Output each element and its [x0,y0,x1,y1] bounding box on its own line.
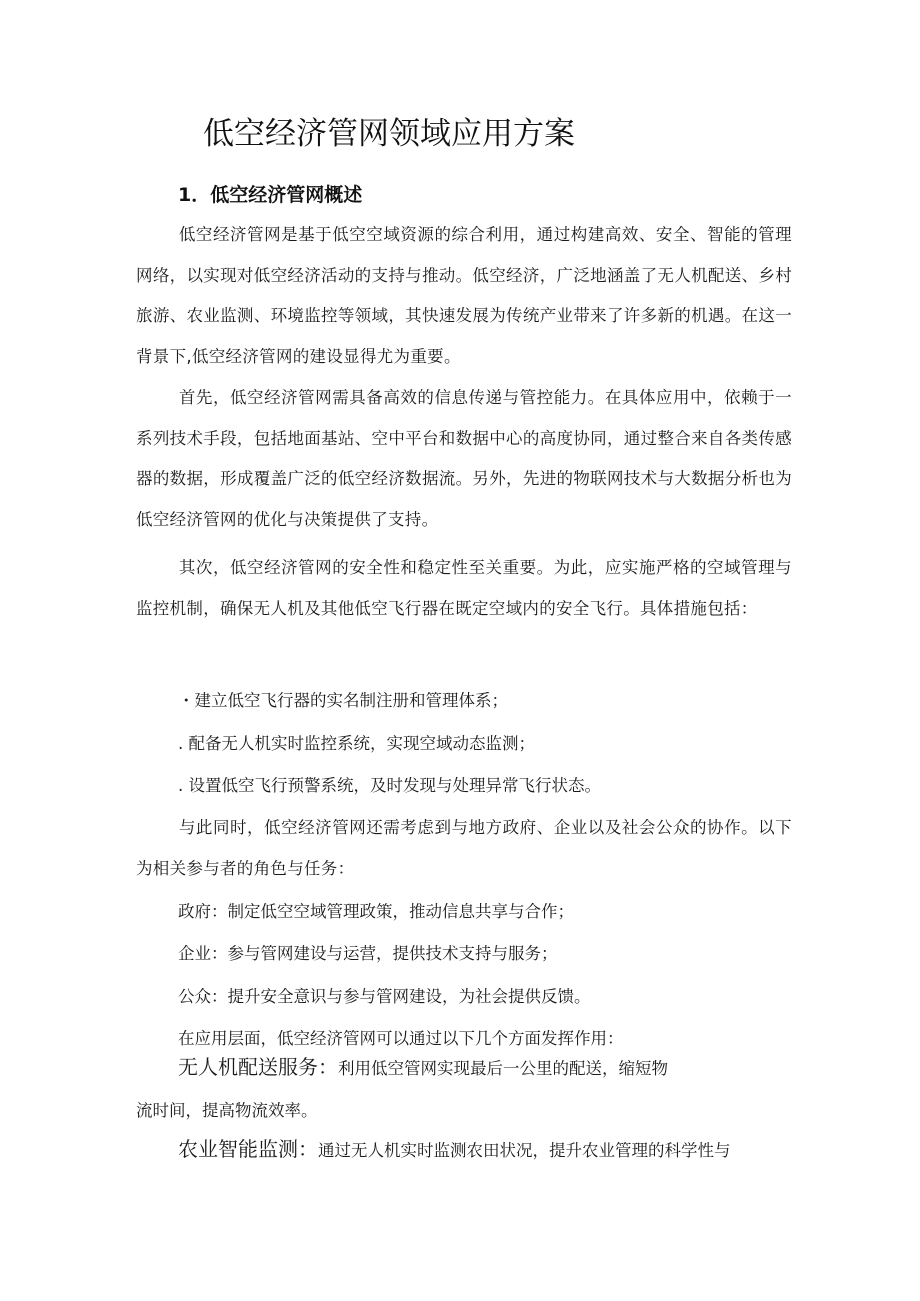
application-item [136,1132,796,1168]
section-heading: 1．低空经济管网概述 [178,184,363,206]
paragraph-collaboration: 与此同时，低空经济管网还需考虑到与地方政府、企业以及社会公众的协作。以下为相关参与者的角色与任务： [136,818,792,878]
application-line [136,1132,796,1168]
paragraph-intro: 低空经济管网是基于低空空域资源的综合利用，通过构建高效、安全、智能的管理网络，以实现对低空经济活动的支持与推动。低空经济，广泛地涵盖了无人机配送、乡村旅游、农业监测、环境监控等领域，其快速发展为传统产业带来了许多新的机遇。在这一背景下,低空经济管网的建设显得尤为重要。 [136,225,792,366]
application-name: 无人机配送服务： [178,1055,338,1079]
application-name: 农业智能监测： [178,1137,318,1161]
paragraph-second: 其次，低空经济管网的安全性和稳定性至关重要。为此，应实施严格的空域管理与监控机制，确保无人机及其他低空飞行器在既定空域内的安全飞行。具体措施包括： [136,558,792,618]
applications-intro: 在应用层面，低空经济管网可以通过以下几个方面发挥作用： [178,1029,624,1048]
application-continuation: 流时间，提高物流效率。 [136,1101,318,1120]
role-item: 企业：参与管网建设与运营，提供技术支持与服务； [178,944,558,963]
measure-item: . 配备无人机实时监控系统，实现空域动态监测； [178,734,535,753]
measure-item: . 设置低空飞行预警系统，及时发现与处理异常飞行状态。 [178,776,601,795]
application-item [136,1050,796,1128]
measure-item: ・建立低空飞行器的实名制注册和管理体系； [178,691,508,710]
paragraph-first: 首先，低空经济管网需具备高效的信息传递与管控能力。在具体应用中，依赖于一系列技术手段，包括地面基站、空中平台和数据中心的高度协同，通过整合来自各类传感器的数据，形成覆盖广泛的低空经济数据流。另外，先进的物联网技术与大数据分析也为低空经济管网的优化与决策提供了支持。 [136,388,792,529]
document-title: 低空经济管网领域应用方案 [203,116,575,152]
role-item: 公众：提升安全意识与参与管网建设，为社会提供反馈。 [178,987,591,1006]
role-item: 政府：制定低空空域管理政策，推动信息共享与合作； [178,902,574,921]
application-description: 通过无人机实时监测农田状况，提升农业管理的科学性与 [318,1141,731,1160]
application-line [136,1050,796,1086]
application-description: 利用低空管网实现最后一公里的配送，缩短物 [338,1059,668,1078]
